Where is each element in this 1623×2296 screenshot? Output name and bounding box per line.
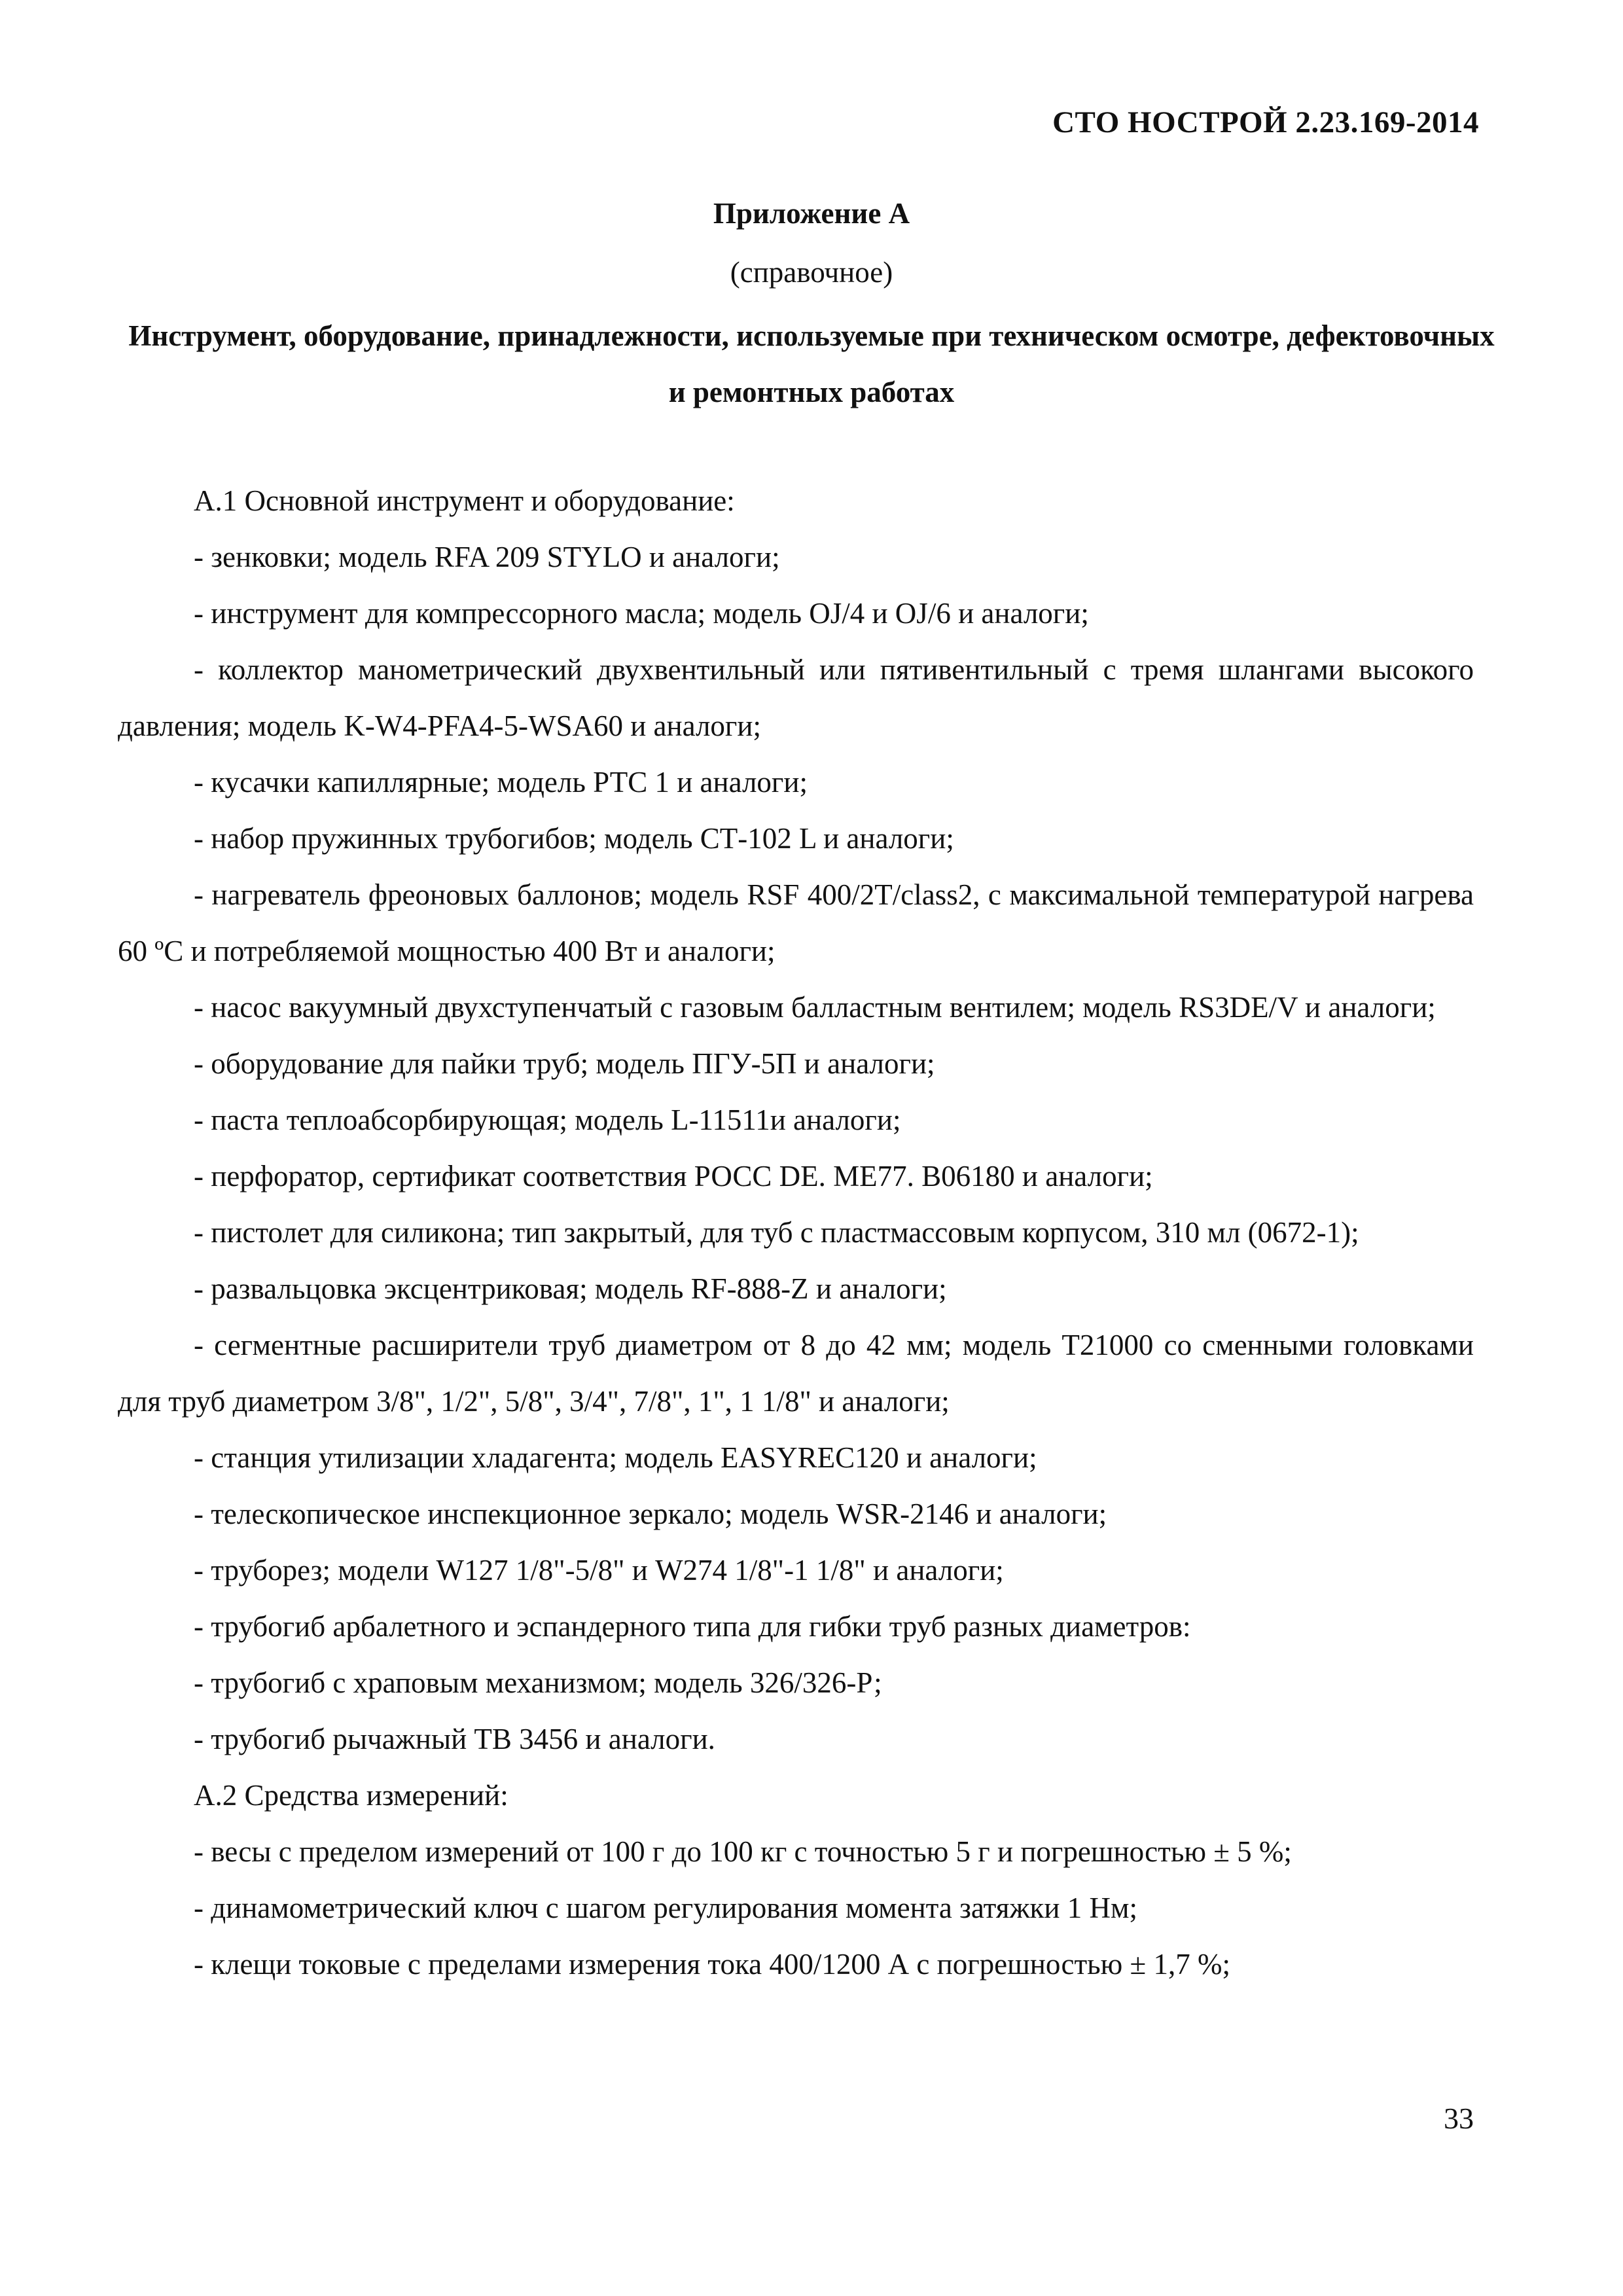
section-heading-a2: А.2 Средства измерений: xyxy=(194,1779,508,1812)
appendix-heading: Инструмент, оборудование, принадлежности, используемые при техническом осмотре, дефектовочных и ремонтных работах xyxy=(128,319,1495,408)
list-item: - нагреватель фреоновых баллонов; модель RSF 400/2T/class2, с максимальной температурой нагрева 60 ºС и потребляемой мощностью 400 Вт и аналоги; xyxy=(118,878,1474,967)
list-item: - труборез; модели W127 1/8"-5/8" и W274 1/8"-1 1/8" и аналоги; xyxy=(194,1554,1004,1587)
list-item: - весы с пределом измерений от 100 г до 100 кг с точностью 5 г и погрешностью ± 5 %; xyxy=(194,1835,1292,1868)
list-item: - станция утилизации хладагента; модель EASYREC120 и аналоги; xyxy=(194,1441,1037,1474)
section-heading-a1: А.1 Основной инструмент и оборудование: xyxy=(194,484,735,517)
list-item: - сегментные расширители труб диаметром от 8 до 42 мм; модель T21000 со сменными головками для труб диаметром 3/8", 1/2", 5/8", 3/4", 7/8", 1", 1 1/8" и аналоги; xyxy=(118,1329,1474,1418)
list-item: - трубогиб арбалетного и эспандерного типа для гибки труб разных диаметров: xyxy=(194,1610,1191,1643)
list-item: - зенковки; модель RFA 209 STYLO и аналоги; xyxy=(194,541,780,573)
list-item: - клещи токовые с пределами измерения тока 400/1200 А с погрешностью ± 1,7 %; xyxy=(194,1948,1230,1981)
document-code: СТО НОСТРОЙ 2.23.169-2014 xyxy=(1052,105,1479,139)
list-item: - паста теплоабсорбирующая; модель L-11511и аналоги; xyxy=(194,1103,901,1136)
list-item: - трубогиб с храповым механизмом; модель 326/326-Р; xyxy=(194,1666,882,1699)
list-item: - динамометрический ключ с шагом регулирования момента затяжки 1 Нм; xyxy=(194,1892,1137,1924)
list-item: - инструмент для компрессорного масла; модель OJ/4 и OJ/6 и аналоги; xyxy=(194,597,1089,630)
body-text xyxy=(118,473,1474,1992)
list-item: - развальцовка эксцентриковая; модель RF-888-Z и аналоги; xyxy=(194,1272,947,1305)
appendix-note: (справочное) xyxy=(730,256,893,289)
list-item: - перфоратор, сертификат соответствия РОСС DE. МЕ77. В06180 и аналоги; xyxy=(194,1160,1153,1193)
list-item: - пистолет для силикона; тип закрытый, для туб с пластмассовым корпусом, 310 мл (0672-1); xyxy=(194,1216,1359,1249)
list-item: - коллектор манометрический двухвентильный или пятивентильный с тремя шлангами высокого давления; модель K-W4-PFA4-5-WSA60 и аналоги; xyxy=(118,653,1474,742)
list-item: - кусачки капиллярные; модель РТС 1 и аналоги; xyxy=(194,766,808,798)
appendix-title: Приложение А xyxy=(713,197,910,230)
page-number: 33 xyxy=(1444,2102,1474,2135)
list-item: - оборудование для пайки труб; модель ПГУ-5П и аналоги; xyxy=(194,1047,935,1080)
list-item: - насос вакуумный двухступенчатый с газовым балластным вентилем; модель RS3DE/V и аналоги; xyxy=(194,991,1436,1024)
list-item: - трубогиб рычажный ТВ 3456 и аналоги. xyxy=(194,1723,715,1755)
list-item: - телескопическое инспекционное зеркало; модель WSR-2146 и аналоги; xyxy=(194,1498,1107,1530)
list-item: - набор пружинных трубогибов; модель СТ-102 L и аналоги; xyxy=(194,822,954,855)
